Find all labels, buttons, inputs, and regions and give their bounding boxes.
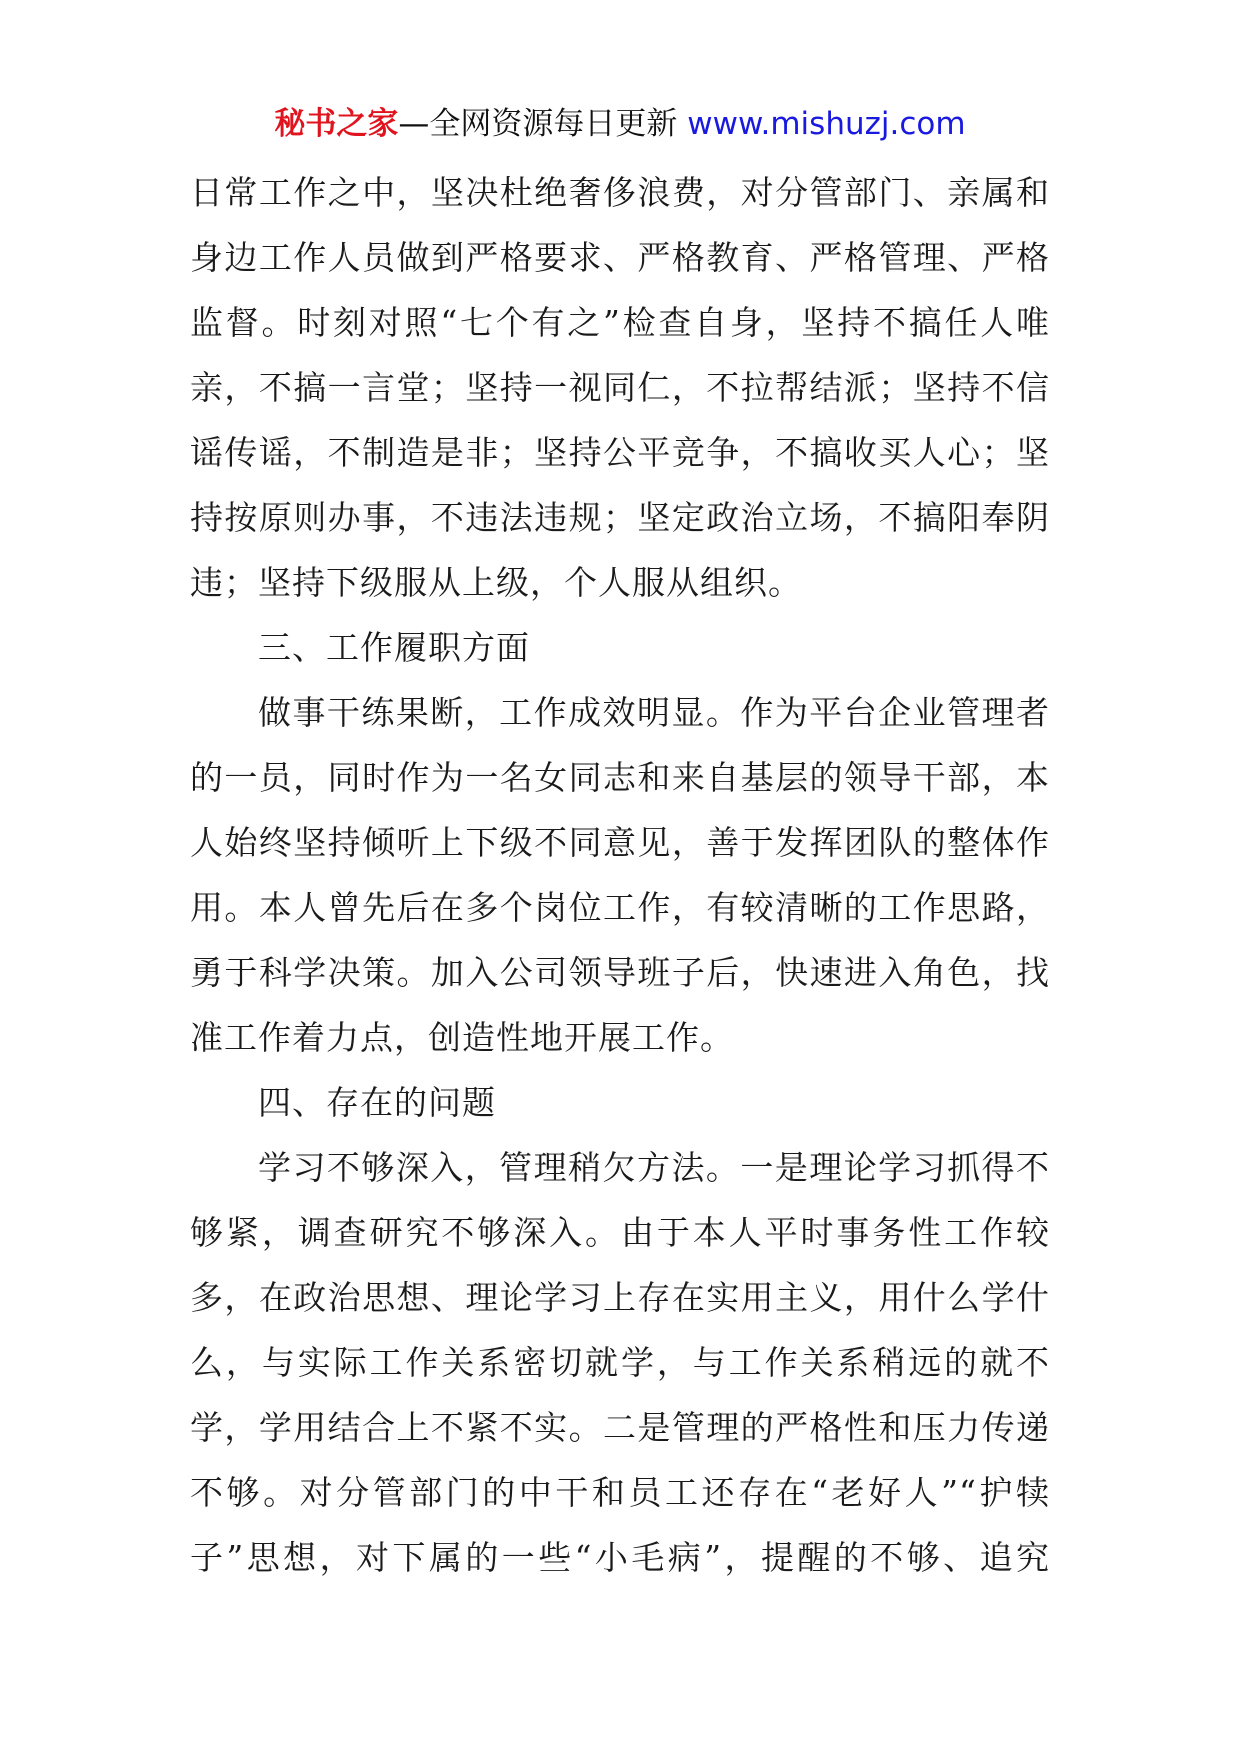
text-line: 子”思想，对下属的一些“小毛病”，提醒的不够、追究 (190, 1538, 1050, 1577)
text-line: 做事干练果断，工作成效明显。作为平台企业管理者 (258, 693, 1050, 732)
text-line: 监督。时刻对照“七个有之”检查自身，坚持不搞任人唯 (190, 303, 1050, 342)
text-line: 勇于科学决策。加入公司领导班子后，快速进入角色，找 (190, 953, 1050, 992)
section-heading: 四、存在的问题 (258, 1083, 496, 1122)
text-line: 亲，不搞一言堂；坚持一视同仁，不拉帮结派；坚持不信 (190, 368, 1050, 407)
section-heading: 三、工作履职方面 (258, 628, 530, 667)
header-brand: 秘书之家 (274, 106, 399, 142)
text-line: 准工作着力点，创造性地开展工作。 (190, 1018, 734, 1057)
text-line: 人始终坚持倾听上下级不同意见，善于发挥团队的整体作 (190, 823, 1050, 862)
text-line: 不够。对分管部门的中干和员工还存在“老好人”“护犊 (190, 1473, 1050, 1512)
text-line: 日常工作之中，坚决杜绝奢侈浪费，对分管部门、亲属和 (190, 173, 1050, 212)
header-url-link[interactable]: www.mishuzj.com (687, 106, 966, 142)
text-line: 用。本人曾先后在多个岗位工作，有较清晰的工作思路， (190, 888, 1050, 927)
text-line: 的一员，同时作为一名女同志和来自基层的领导干部，本 (190, 758, 1050, 797)
page-header (0, 103, 1240, 145)
header-tagline: —全网资源每日更新 (398, 106, 688, 142)
text-line: 身边工作人员做到严格要求、严格教育、严格管理、严格 (190, 238, 1050, 277)
text-line: 谣传谣，不制造是非；坚持公平竞争，不搞收买人心；坚 (190, 433, 1050, 472)
text-line: 持按原则办事，不违法违规；坚定政治立场，不搞阳奉阴 (190, 498, 1050, 537)
text-line: 够紧，调查研究不够深入。由于本人平时事务性工作较 (190, 1213, 1050, 1252)
text-line: 么，与实际工作关系密切就学，与工作关系稍远的就不 (190, 1343, 1050, 1382)
text-line: 多，在政治思想、理论学习上存在实用主义，用什么学什 (190, 1278, 1050, 1317)
text-line: 学习不够深入，管理稍欠方法。一是理论学习抓得不 (258, 1148, 1050, 1187)
document-body (190, 160, 1050, 1590)
text-line: 违；坚持下级服从上级，个人服从组织。 (190, 563, 802, 602)
text-line: 学，学用结合上不紧不实。二是管理的严格性和压力传递 (190, 1408, 1050, 1447)
